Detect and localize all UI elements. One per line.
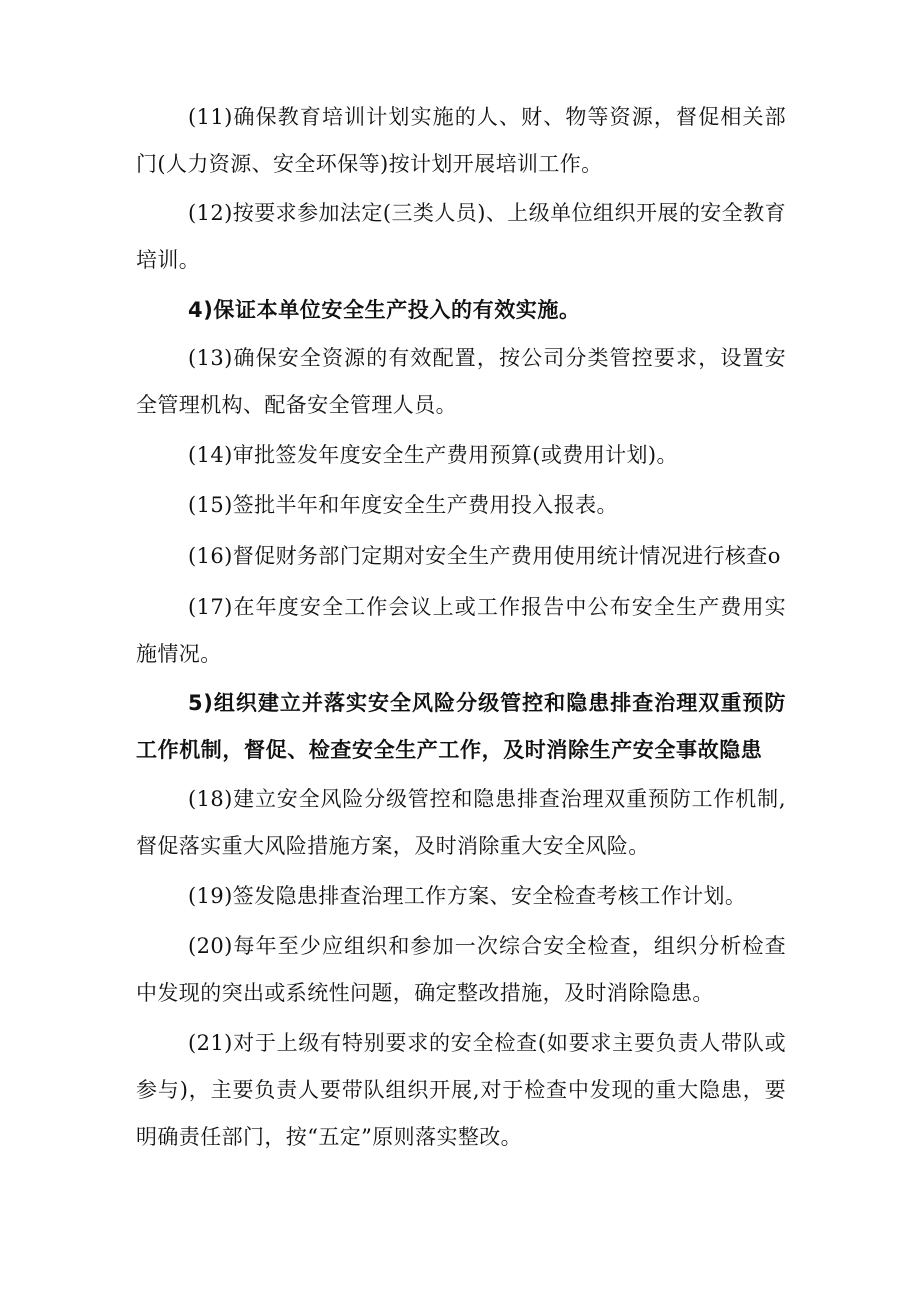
clause-12: (12)按要求参加法定(三类人员)、上级单位组织开展的安全教育培训。 xyxy=(136,201,786,272)
clause-19: (19)签发隐患排查治理工作方案、安全检查考核工作计划。 xyxy=(188,884,747,908)
clause-14: (14)审批签发年度安全生产费用预算(或费用计划)。 xyxy=(188,443,678,467)
clause-15: (15)签批半年和年度安全生产费用投入报表。 xyxy=(188,493,618,517)
clause-17: (17)在年度安全工作会议上或工作报告中公布安全生产费用实施情况。 xyxy=(136,595,786,666)
clause-13: (13)确保安全资源的有效配置，按公司分类管控要求，设置安全管理机构、配备安全管理人员。 xyxy=(136,346,786,417)
clause-20: (20)每年至少应组织和参加一次综合安全检查，组织分析检查中发现的突出或系统性问题，确定整改措施，及时消除隐患。 xyxy=(136,934,786,1005)
clause-11: (11)确保教育培训计划实施的人、财、物等资源，督促相关部门(人力资源、安全环保等)按计划开展培训工作。 xyxy=(136,105,786,176)
section-heading-4: 4)保证本单位安全生产投入的有效实施。 xyxy=(188,298,581,322)
clause-18: (18)建立安全风险分级管控和隐患排查治理双重预防工作机制,督促落实重大风险措施方案，及时消除重大安全风险。 xyxy=(136,787,786,858)
clause-16: (16)督促财务部门定期对安全生产费用使用统计情况进行核查o xyxy=(188,544,781,568)
section-heading-5: 5)组织建立并落实安全风险分级管控和隐患排查治理双重预防工作机制，督促、检查安全生产工作，及时消除生产安全事故隐患 xyxy=(136,691,786,762)
clause-21: (21)对于上级有特别要求的安全检查(如要求主要负责人带队或参与)，主要负责人要带队组织开展,对于检查中发现的重大隐患，要明确责任部门，按“五定”原则落实整改。 xyxy=(136,1031,786,1149)
